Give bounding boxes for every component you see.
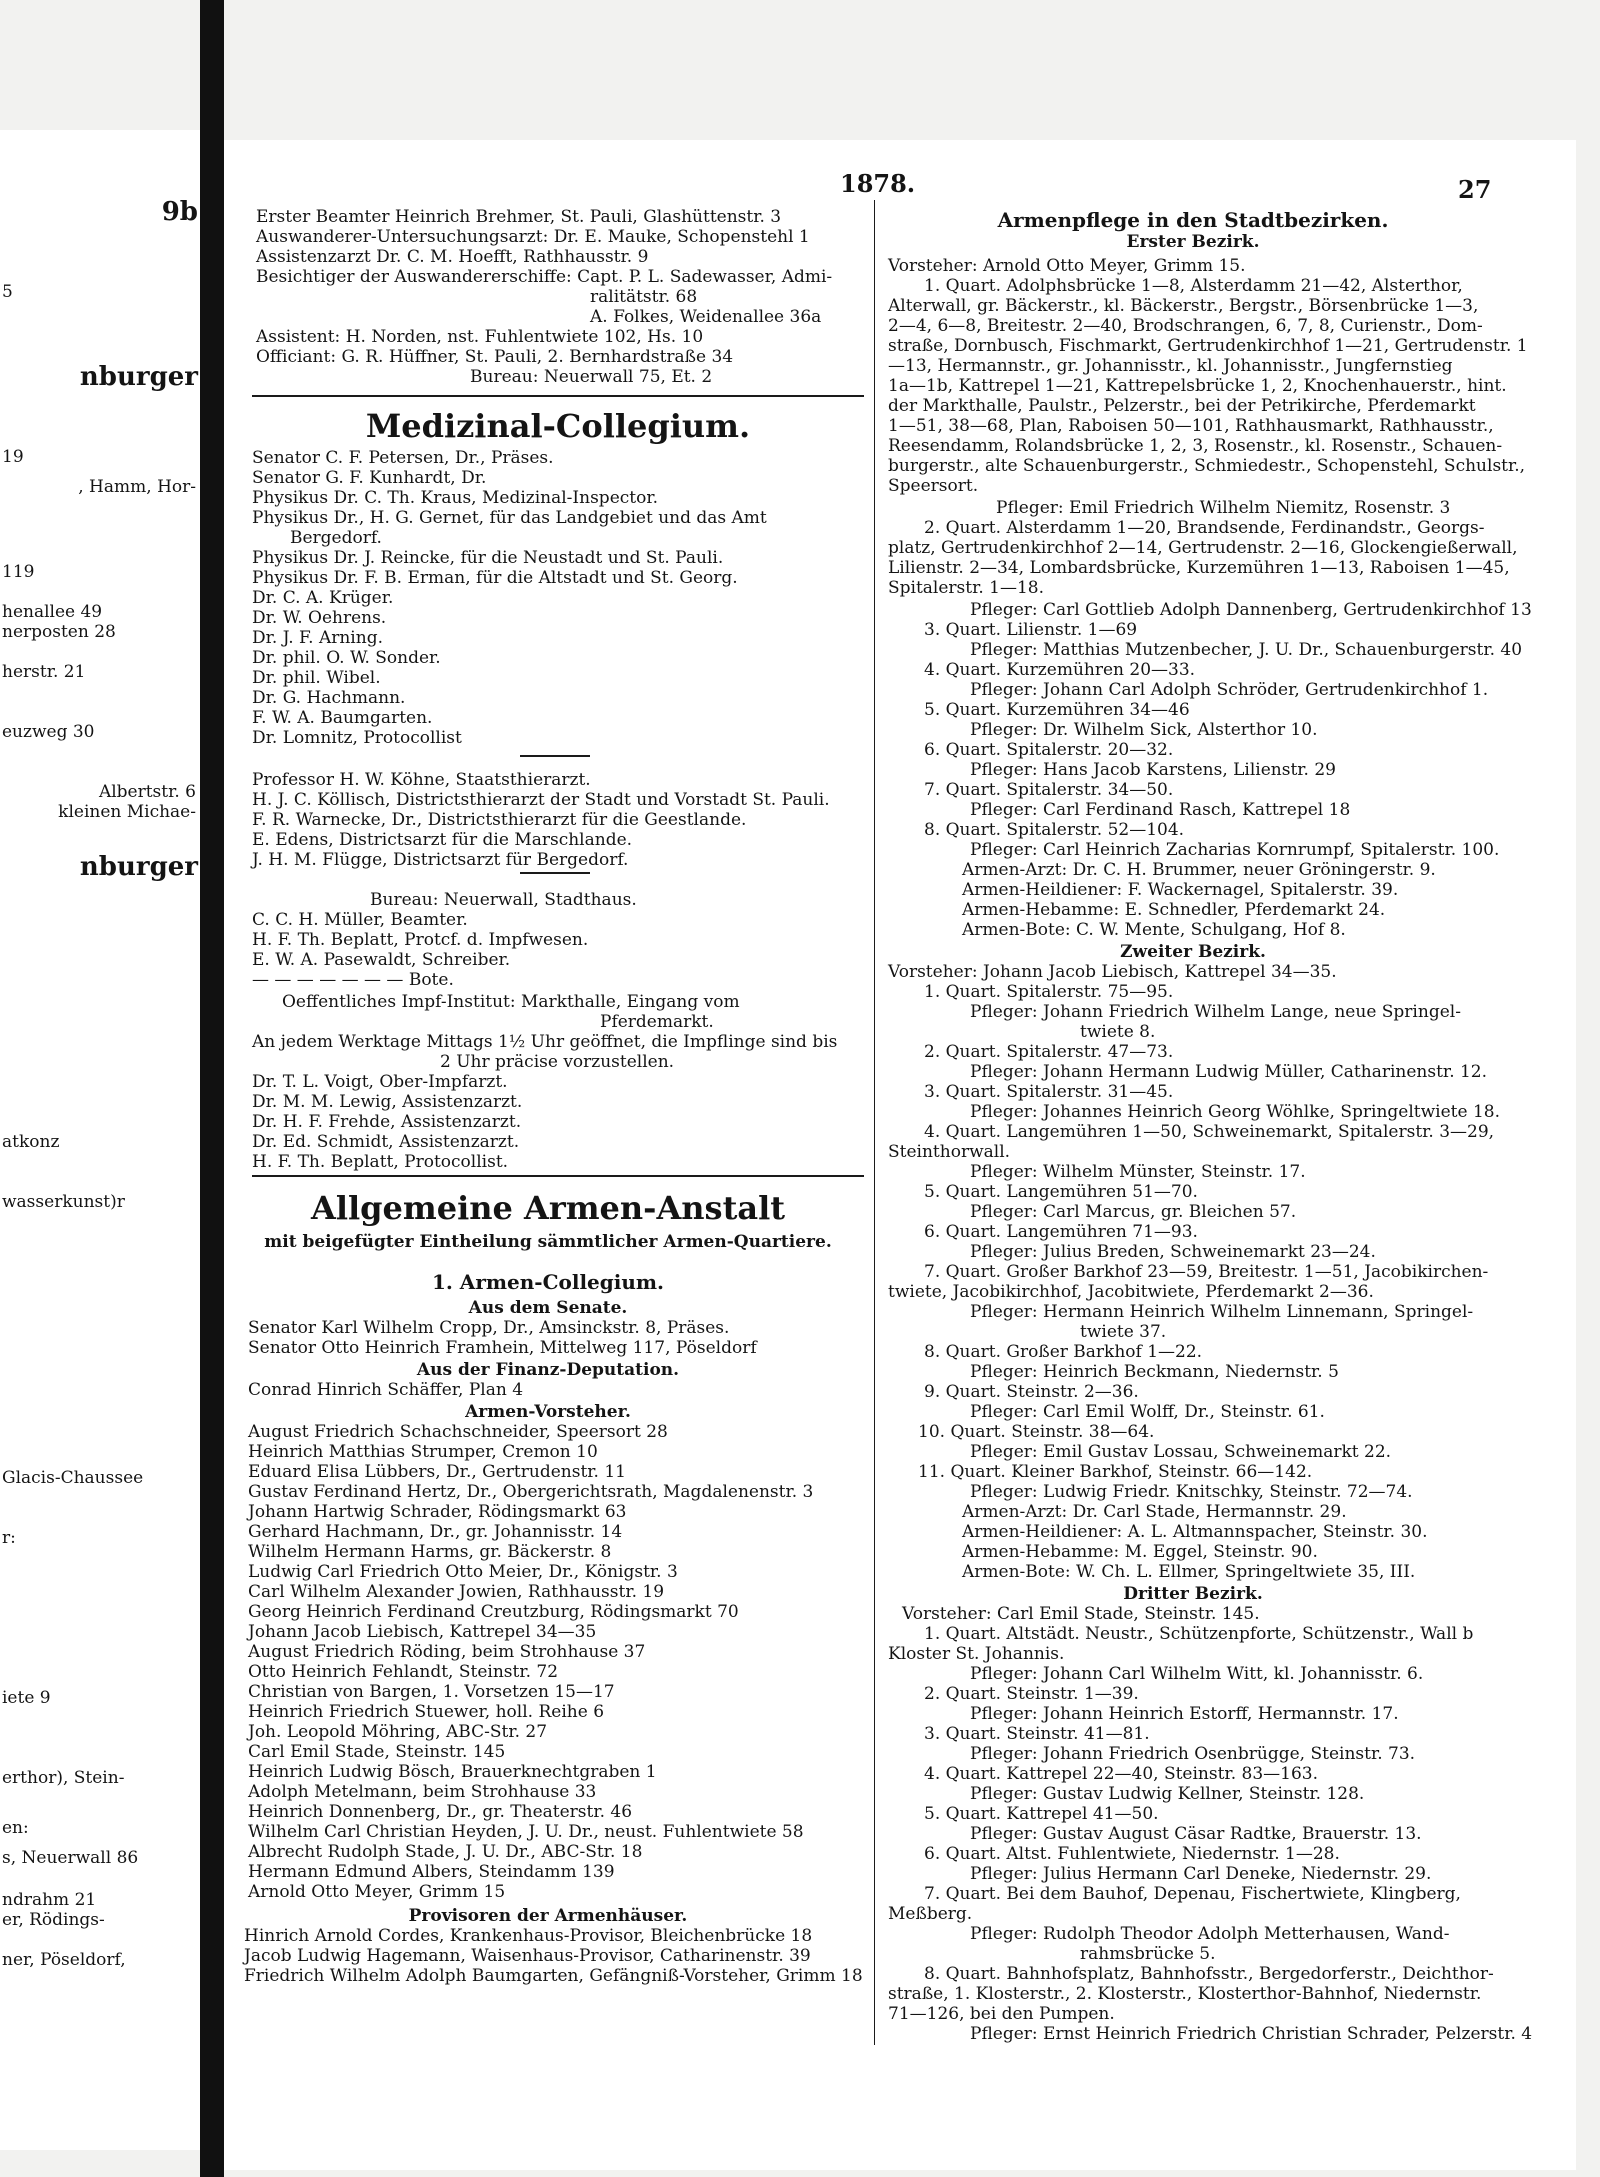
right-column-line: Pfleger: Carl Ferdinand Rasch, Kattrepel 18 (970, 800, 1351, 820)
left-column-line: Hinrich Arnold Cordes, Krankenhaus-Provisor, Bleichenbrücke 18 (244, 1926, 813, 1946)
right-column-line: Vorsteher: Johann Jacob Liebisch, Kattrepel 34—35. (888, 962, 1337, 982)
right-column-line: 6. Quart. Spitalerstr. 20—32. (924, 740, 1174, 760)
right-column-line: platz, Gertrudenkirchhof 2—14, Gertrudenstr. 2—16, Glockengießerwall, (888, 538, 1518, 558)
left-column-line: Adolph Metelmann, beim Strohhause 33 (248, 1782, 597, 1802)
right-column-line: 9. Quart. Steinstr. 2—36. (924, 1382, 1139, 1402)
right-column-line: Erster Bezirk. (1126, 232, 1260, 252)
left-page-text-fragment: ner, Pöseldorf, (2, 1950, 126, 1970)
right-column-line: Pfleger: Julius Hermann Carl Deneke, Niedernstr. 29. (970, 1864, 1432, 1884)
left-page-text-fragment: Albertstr. 6 (98, 782, 196, 802)
right-column-line: Pfleger: Carl Gottlieb Adolph Dannenberg, Gertrudenkirchhof 13 (970, 600, 1532, 620)
right-column-line: Pfleger: Heinrich Beckmann, Niedernstr. 5 (970, 1362, 1339, 1382)
left-page-text-fragment: ndrahm 21 (2, 1890, 97, 1910)
section-rule (252, 395, 864, 397)
left-column-line: J. H. M. Flügge, Districtsarzt für Bergedorf. (252, 850, 629, 870)
left-page-text-fragment: , Hamm, Hor- (78, 477, 196, 497)
left-column-line: Dr. T. L. Voigt, Ober-Impfarzt. (252, 1072, 508, 1092)
right-column-line: Pfleger: Carl Marcus, gr. Bleichen 57. (970, 1202, 1297, 1222)
left-column-line: Oeffentliches Impf-Institut: Markthalle, Eingang vom (282, 992, 740, 1012)
left-page-text-fragment: wasserkunst)r (2, 1192, 125, 1212)
left-column-line: Aus der Finanz-Deputation. (416, 1360, 680, 1380)
right-column-line: Vorsteher: Arnold Otto Meyer, Grimm 15. (888, 256, 1246, 276)
right-column-line: 3. Quart. Steinstr. 41—81. (924, 1724, 1150, 1744)
left-column-line: Joh. Leopold Möhring, ABC-Str. 27 (248, 1722, 548, 1742)
left-column-line: Georg Heinrich Ferdinand Creutzburg, Rödingsmarkt 70 (248, 1602, 739, 1622)
left-page-text-fragment: henallee 49 (2, 602, 103, 622)
left-column-line: Bureau: Neuerwall, Stadthaus. (370, 890, 637, 910)
right-column-line: Pfleger: Johann Friedrich Osenbrügge, Steinstr. 73. (970, 1744, 1416, 1764)
right-column-line: Pfleger: Emil Friedrich Wilhelm Niemitz, Rosenstr. 3 (996, 498, 1451, 518)
left-page-text-fragment: 9b (161, 197, 198, 227)
left-column-line: Dr. G. Hachmann. (252, 688, 406, 708)
left-column-line: Friedrich Wilhelm Adolph Baumgarten, Gefängniß-Vorsteher, Grimm 18 (244, 1966, 863, 1986)
right-column-line: Armen-Arzt: Dr. Carl Stade, Hermannstr. 29. (962, 1502, 1347, 1522)
left-column-line: Dr. M. M. Lewig, Assistenzarzt. (252, 1092, 523, 1112)
right-column-line: Pfleger: Johann Carl Adolph Schröder, Gertrudenkirchhof 1. (970, 680, 1489, 700)
left-page-text-fragment: kleinen Michae- (58, 802, 196, 822)
left-page-text-fragment: 119 (2, 562, 35, 582)
right-column-line: Armen-Bote: W. Ch. L. Ellmer, Springeltwiete 35, III. (962, 1562, 1416, 1582)
left-column-line: H. F. Th. Beplatt, Protocollist. (252, 1152, 509, 1172)
left-column-line: E. W. A. Pasewaldt, Schreiber. (252, 950, 511, 970)
left-page-text-fragment: nburger (79, 852, 198, 882)
left-column-line: — — — — — — — Bote. (252, 970, 454, 990)
right-column-line: rahmsbrücke 5. (1080, 1944, 1216, 1964)
left-page-text-fragment: nburger (79, 362, 198, 392)
left-column-line: Christian von Bargen, 1. Vorsetzen 15—17 (248, 1682, 615, 1702)
left-column-line: Carl Wilhelm Alexander Jowien, Rathhausstr. 19 (248, 1582, 665, 1602)
right-column-line: 6. Quart. Altst. Fuhlentwiete, Niedernstr. 1—28. (924, 1844, 1340, 1864)
left-column-line: Dr. phil. O. W. Sonder. (252, 648, 441, 668)
right-column-line: 6. Quart. Langemühren 71—93. (924, 1222, 1198, 1242)
right-column-line: 1. Quart. Spitalerstr. 75—95. (924, 982, 1174, 1002)
right-column-line: Meßberg. (888, 1904, 973, 1924)
right-column-line: straße, Dornbusch, Fischmarkt, Gertrudenkirchhof 1—21, Gertrudenstr. 1 (888, 336, 1528, 356)
right-column-line: Pfleger: Hans Jacob Karstens, Lilienstr. 29 (970, 760, 1336, 780)
left-column-line: Physikus Dr., H. G. Gernet, für das Landgebiet und das Amt (252, 508, 767, 528)
right-column-line: Pfleger: Carl Emil Wolff, Dr., Steinstr. 61. (970, 1402, 1325, 1422)
right-column-line: 7. Quart. Bei dem Bauhof, Depenau, Fischertwiete, Klingberg, (924, 1884, 1461, 1904)
right-column-line: 4. Quart. Kattrepel 22—40, Steinstr. 83—163. (924, 1764, 1318, 1784)
right-column-line: Zweiter Bezirk. (1120, 942, 1266, 962)
right-column-line: 3. Quart. Lilienstr. 1—69 (924, 620, 1138, 640)
right-column-line: Kloster St. Johannis. (888, 1644, 1065, 1664)
left-page-text-fragment: iete 9 (2, 1688, 51, 1708)
left-column-line: Physikus Dr. J. Reincke, für die Neustadt und St. Pauli. (252, 548, 724, 568)
left-column-line: Allgemeine Armen-Anstalt (310, 1189, 786, 1227)
right-column-line: Armen-Heildiener: F. Wackernagel, Spitalerstr. 39. (962, 880, 1399, 900)
right-column-line: 2. Quart. Steinstr. 1—39. (924, 1684, 1139, 1704)
left-column-line: Johann Jacob Liebisch, Kattrepel 34—35 (248, 1622, 597, 1642)
right-column-line: —13, Hermannstr., gr. Johannisstr., kl. Johannisstr., Jungfernstieg (888, 356, 1453, 376)
right-column-line: Pfleger: Hermann Heinrich Wilhelm Linnemann, Springel- (970, 1302, 1474, 1322)
right-column-line: 5. Quart. Kurzemühren 34—46 (924, 700, 1190, 720)
right-column-line: der Markthalle, Paulstr., Pelzerstr., bei der Petrikirche, Pferdemarkt (888, 396, 1476, 416)
right-column-line: 10. Quart. Steinstr. 38—64. (918, 1422, 1155, 1442)
right-column-line: 8. Quart. Spitalerstr. 52—104. (924, 820, 1185, 840)
left-column-line: H. J. C. Köllisch, Districtsthierarzt der Stadt und Vorstadt St. Pauli. (252, 790, 830, 810)
left-page-text-fragment: nerposten 28 (2, 622, 116, 642)
left-column-line: Erster Beamter Heinrich Brehmer, St. Pauli, Glashüttenstr. 3 (256, 207, 782, 227)
left-column-line: Provisoren der Armenhäuser. (408, 1906, 688, 1926)
right-column-line: twiete, Jacobikirchhof, Jacobitwiete, Pferdemarkt 2—36. (888, 1282, 1374, 1302)
right-column-line: 4. Quart. Langemühren 1—50, Schweinemarkt, Spitalerstr. 3—29, (924, 1122, 1495, 1142)
left-page-text-fragment: 19 (2, 447, 24, 467)
left-column-line: Assistenzarzt Dr. C. M. Hoefft, Rathhausstr. 9 (256, 247, 649, 267)
right-column-line: 8. Quart. Bahnhofsplatz, Bahnhofsstr., Bergedorferstr., Deichthor- (924, 1964, 1494, 1984)
section-rule (252, 1175, 864, 1177)
right-column-line: Armenpflege in den Stadtbezirken. (997, 208, 1389, 232)
left-column-line: Dr. Lomnitz, Protocollist (252, 728, 462, 748)
left-column-line: Physikus Dr. C. Th. Kraus, Medizinal-Inspector. (252, 488, 658, 508)
right-column-line: Pfleger: Johann Friedrich Wilhelm Lange, neue Springel- (970, 1002, 1461, 1022)
right-column-line: straße, 1. Klosterstr., 2. Klosterstr., Klosterthor-Bahnhof, Niedernstr. (888, 1984, 1482, 2004)
right-column-line: twiete 8. (1080, 1022, 1156, 1042)
right-column-line: Dritter Bezirk. (1123, 1584, 1263, 1604)
right-column-line: Pfleger: Johann Carl Wilhelm Witt, kl. Johannisstr. 6. (970, 1664, 1424, 1684)
page-number: 27 (1458, 175, 1492, 204)
right-column-line: Pfleger: Johann Hermann Ludwig Müller, Catharinenstr. 12. (970, 1062, 1488, 1082)
right-column-line: 1—51, 38—68, Plan, Raboisen 50—101, Rathhausmarkt, Rathhausstr., (888, 416, 1494, 436)
left-column-line: Dr. phil. Wibel. (252, 668, 381, 688)
right-column-line: Pfleger: Emil Gustav Lossau, Schweinemarkt 22. (970, 1442, 1392, 1462)
right-column-line: Pfleger: Matthias Mutzenbecher, J. U. Dr., Schauenburgerstr. 40 (970, 640, 1523, 660)
left-page-text-fragment: herstr. 21 (2, 662, 86, 682)
right-column-line: burgerstr., alte Schauenburgerstr., Schmiedestr., Schopenstehl, Schulstr., (888, 456, 1526, 476)
left-page-text-fragment: er, Rödings- (2, 1910, 105, 1930)
right-column-line: Armen-Hebamme: M. Eggel, Steinstr. 90. (962, 1542, 1318, 1562)
right-column-line: 2. Quart. Spitalerstr. 47—73. (924, 1042, 1174, 1062)
right-column-line: Armen-Hebamme: E. Schnedler, Pferdemarkt 24. (962, 900, 1386, 920)
left-column-line: Heinrich Friedrich Stuewer, holl. Reihe 6 (248, 1702, 605, 1722)
right-column-line: Vorsteher: Carl Emil Stade, Steinstr. 145. (902, 1604, 1260, 1624)
right-column-line: Pfleger: Gustav August Cäsar Radtke, Brauerstr. 13. (970, 1824, 1422, 1844)
left-column-line: Otto Heinrich Fehlandt, Steinstr. 72 (248, 1662, 559, 1682)
left-column-line: An jedem Werktage Mittags 1½ Uhr geöffnet, die Impflinge sind bis (252, 1032, 838, 1052)
right-column-line: Reesendamm, Rolandsbrücke 1, 2, 3, Rosenstr., kl. Rosenstr., Schauen- (888, 436, 1503, 456)
left-column-line: Senator Karl Wilhelm Cropp, Dr., Amsinckstr. 8, Präses. (248, 1318, 730, 1338)
right-column-line: 2. Quart. Alsterdamm 1—20, Brandsende, Ferdinandstr., Georgs- (924, 518, 1485, 538)
right-column-line: 71—126, bei den Pumpen. (888, 2004, 1115, 2024)
right-column-line: 8. Quart. Großer Barkhof 1—22. (924, 1342, 1203, 1362)
right-column-line: twiete 37. (1080, 1322, 1167, 1342)
left-column-line: Eduard Elisa Lübbers, Dr., Gertrudenstr. 11 (248, 1462, 626, 1482)
left-column-line: ralitätstr. 68 (590, 287, 698, 307)
left-column-line: Bureau: Neuerwall 75, Et. 2 (470, 367, 713, 387)
right-column-line: 3. Quart. Spitalerstr. 31—45. (924, 1082, 1174, 1102)
left-column-line: mit beigefügter Eintheilung sämmtlicher Armen-Quartiere. (264, 1232, 832, 1252)
section-rule (520, 755, 590, 757)
left-column-line: Bergedorf. (290, 528, 382, 548)
right-column-line: Pfleger: Julius Breden, Schweinemarkt 23—24. (970, 1242, 1376, 1262)
left-column-line: Aus dem Senate. (468, 1298, 628, 1318)
left-column-line: F. W. A. Baumgarten. (252, 708, 433, 728)
left-column-line: 2 Uhr präcise vorzustellen. (440, 1052, 675, 1072)
left-column-line: Heinrich Donnenberg, Dr., gr. Theaterstr. 46 (248, 1802, 633, 1822)
right-column-line: Pfleger: Gustav Ludwig Kellner, Steinstr. 128. (970, 1784, 1365, 1804)
left-column-line: Dr. C. A. Krüger. (252, 588, 394, 608)
left-page-text-fragment: s, Neuerwall 86 (2, 1848, 139, 1868)
left-column-line: Dr. W. Oehrens. (252, 608, 387, 628)
right-column-line: Pfleger: Ernst Heinrich Friedrich Christian Schrader, Pelzerstr. 4 (970, 2024, 1533, 2044)
left-page-text-fragment: euzweg 30 (2, 722, 95, 742)
left-column-line: Jacob Ludwig Hagemann, Waisenhaus-Provisor, Catharinenstr. 39 (244, 1946, 811, 1966)
left-column-line: Dr. Ed. Schmidt, Assistenzarzt. (252, 1132, 520, 1152)
left-page-fragment (0, 130, 200, 2150)
right-column-line: Lilienstr. 2—34, Lombardsbrücke, Kurzemühren 1—13, Raboisen 1—45, (888, 558, 1510, 578)
left-column-line: Armen-Vorsteher. (465, 1402, 631, 1422)
right-column-line: Speersort. (888, 476, 979, 496)
right-column-line: Pfleger: Rudolph Theodor Adolph Metterhausen, Wand- (970, 1924, 1450, 1944)
left-column-line: A. Folkes, Weidenallee 36a (590, 307, 822, 327)
right-column-line: 5. Quart. Kattrepel 41—50. (924, 1804, 1159, 1824)
right-column-line: Pfleger: Dr. Wilhelm Sick, Alsterthor 10. (970, 720, 1318, 740)
left-column-line: E. Edens, Districtsarzt für die Marschlande. (252, 830, 633, 850)
right-column-line: Pfleger: Ludwig Friedr. Knitschky, Steinstr. 72—74. (970, 1482, 1413, 1502)
right-column-line: Spitalerstr. 1—18. (888, 578, 1045, 598)
left-column-line: Gerhard Hachmann, Dr., gr. Johannisstr. 14 (248, 1522, 623, 1542)
right-column-line: 1a—1b, Kattrepel 1—21, Kattrepelsbrücke 1, 2, Knochenhauerstr., hint. (888, 376, 1507, 396)
left-column-line: Senator Otto Heinrich Framhein, Mittelweg 117, Pöseldorf (248, 1338, 757, 1358)
left-column-line: Conrad Hinrich Schäffer, Plan 4 (248, 1380, 524, 1400)
left-column-line: Heinrich Ludwig Bösch, Brauerknechtgraben 1 (248, 1762, 657, 1782)
left-column-line: F. R. Warnecke, Dr., Districtsthierarzt für die Geestlande. (252, 810, 747, 830)
right-column-line: Armen-Arzt: Dr. C. H. Brummer, neuer Gröningerstr. 9. (962, 860, 1436, 880)
right-column-line: Pfleger: Wilhelm Münster, Steinstr. 17. (970, 1162, 1306, 1182)
left-column-line: Albrecht Rudolph Stade, J. U. Dr., ABC-Str. 18 (248, 1842, 643, 1862)
left-column-line: Professor H. W. Köhne, Staatsthierarzt. (252, 770, 591, 790)
right-column-line: 5. Quart. Langemühren 51—70. (924, 1182, 1198, 1202)
left-column-line: Heinrich Matthias Strumper, Cremon 10 (248, 1442, 598, 1462)
left-column-line: Dr. J. F. Arning. (252, 628, 383, 648)
left-page-text-fragment: r: (2, 1528, 16, 1548)
left-page-text-fragment: atkonz (2, 1132, 60, 1152)
left-column-line: Senator G. F. Kunhardt, Dr. (252, 468, 487, 488)
right-column-line: 1. Quart. Adolphsbrücke 1—8, Alsterdamm 21—42, Alsterthor, (924, 276, 1463, 296)
right-column-line: 7. Quart. Spitalerstr. 34—50. (924, 780, 1174, 800)
left-column-line: Dr. H. F. Frehde, Assistenzarzt. (252, 1112, 522, 1132)
left-column-line: C. C. H. Müller, Beamter. (252, 910, 468, 930)
left-column-line: Assistent: H. Norden, nst. Fuhlentwiete 102, Hs. 10 (256, 327, 704, 347)
left-column-line: Ludwig Carl Friedrich Otto Meier, Dr., Königstr. 3 (248, 1562, 678, 1582)
left-column-line: H. F. Th. Beplatt, Protcf. d. Impfwesen. (252, 930, 589, 950)
left-column-line: August Friedrich Schachschneider, Speersort 28 (248, 1422, 668, 1442)
right-column-line: Steinthorwall. (888, 1142, 1011, 1162)
right-column-line: Pfleger: Carl Heinrich Zacharias Kornrumpf, Spitalerstr. 100. (970, 840, 1500, 860)
left-column-line: Senator C. F. Petersen, Dr., Präses. (252, 448, 554, 468)
left-page-text-fragment: en: (2, 1818, 29, 1838)
section-rule (520, 872, 590, 874)
right-column-line: 2—4, 6—8, Breitestr. 2—40, Brodschrangen, 6, 7, 8, Curienstr., Dom- (888, 316, 1483, 336)
left-column-line: Wilhelm Carl Christian Heyden, J. U. Dr., neust. Fuhlentwiete 58 (248, 1822, 804, 1842)
left-page-text-fragment: 5 (2, 282, 13, 302)
left-column-line: Pferdemarkt. (600, 1012, 714, 1032)
left-column-line: Carl Emil Stade, Steinstr. 145 (248, 1742, 506, 1762)
right-column-line: 1. Quart. Altstädt. Neustr., Schützenpforte, Schützenstr., Wall b (924, 1624, 1474, 1644)
left-column-line: Officiant: G. R. Hüffner, St. Pauli, 2. Bernhardstraße 34 (256, 347, 734, 367)
book-gutter (200, 0, 224, 2177)
right-column-line: Pfleger: Johannes Heinrich Georg Wöhlke, Springeltwiete 18. (970, 1102, 1500, 1122)
left-column-line: Besichtiger der Auswandererschiffe: Capt. P. L. Sadewasser, Admi- (256, 267, 833, 287)
right-column-line: Armen-Bote: C. W. Mente, Schulgang, Hof 8. (962, 920, 1346, 940)
left-column-line: August Friedrich Röding, beim Strohhause 37 (248, 1642, 646, 1662)
left-column-line: Wilhelm Hermann Harms, gr. Bäckerstr. 8 (248, 1542, 612, 1562)
left-column-line: 1. Armen-Collegium. (431, 1270, 665, 1294)
right-column-line: Alterwall, gr. Bäckerstr., kl. Bäckerstr., Bergstr., Börsenbrücke 1—3, (888, 296, 1479, 316)
left-column-line: Arnold Otto Meyer, Grimm 15 (248, 1882, 506, 1902)
column-divider (874, 200, 875, 2045)
right-column-line: Pfleger: Johann Heinrich Estorff, Hermannstr. 17. (970, 1704, 1399, 1724)
right-column-line: 7. Quart. Großer Barkhof 23—59, Breitestr. 1—51, Jacobikirchen- (924, 1262, 1489, 1282)
left-column-line: Johann Hartwig Schrader, Rödingsmarkt 63 (248, 1502, 627, 1522)
left-page-text-fragment: erthor), Stein- (2, 1768, 125, 1788)
right-column-line: Armen-Heildiener: A. L. Altmannspacher, Steinstr. 30. (962, 1522, 1428, 1542)
year-heading: 1878. (840, 169, 916, 198)
right-column-line: 11. Quart. Kleiner Barkhof, Steinstr. 66—142. (918, 1462, 1313, 1482)
left-column-line: Medizinal-Collegium. (365, 407, 751, 445)
left-column-line: Physikus Dr. F. B. Erman, für die Altstadt und St. Georg. (252, 568, 738, 588)
left-column-line: Auswanderer-Untersuchungsarzt: Dr. E. Mauke, Schopenstehl 1 (256, 227, 810, 247)
left-page-text-fragment: Glacis-Chaussee (2, 1468, 144, 1488)
right-column-line: 4. Quart. Kurzemühren 20—33. (924, 660, 1196, 680)
left-column-line: Gustav Ferdinand Hertz, Dr., Obergerichtsrath, Magdalenenstr. 3 (248, 1482, 814, 1502)
left-column-line: Hermann Edmund Albers, Steindamm 139 (248, 1862, 615, 1882)
